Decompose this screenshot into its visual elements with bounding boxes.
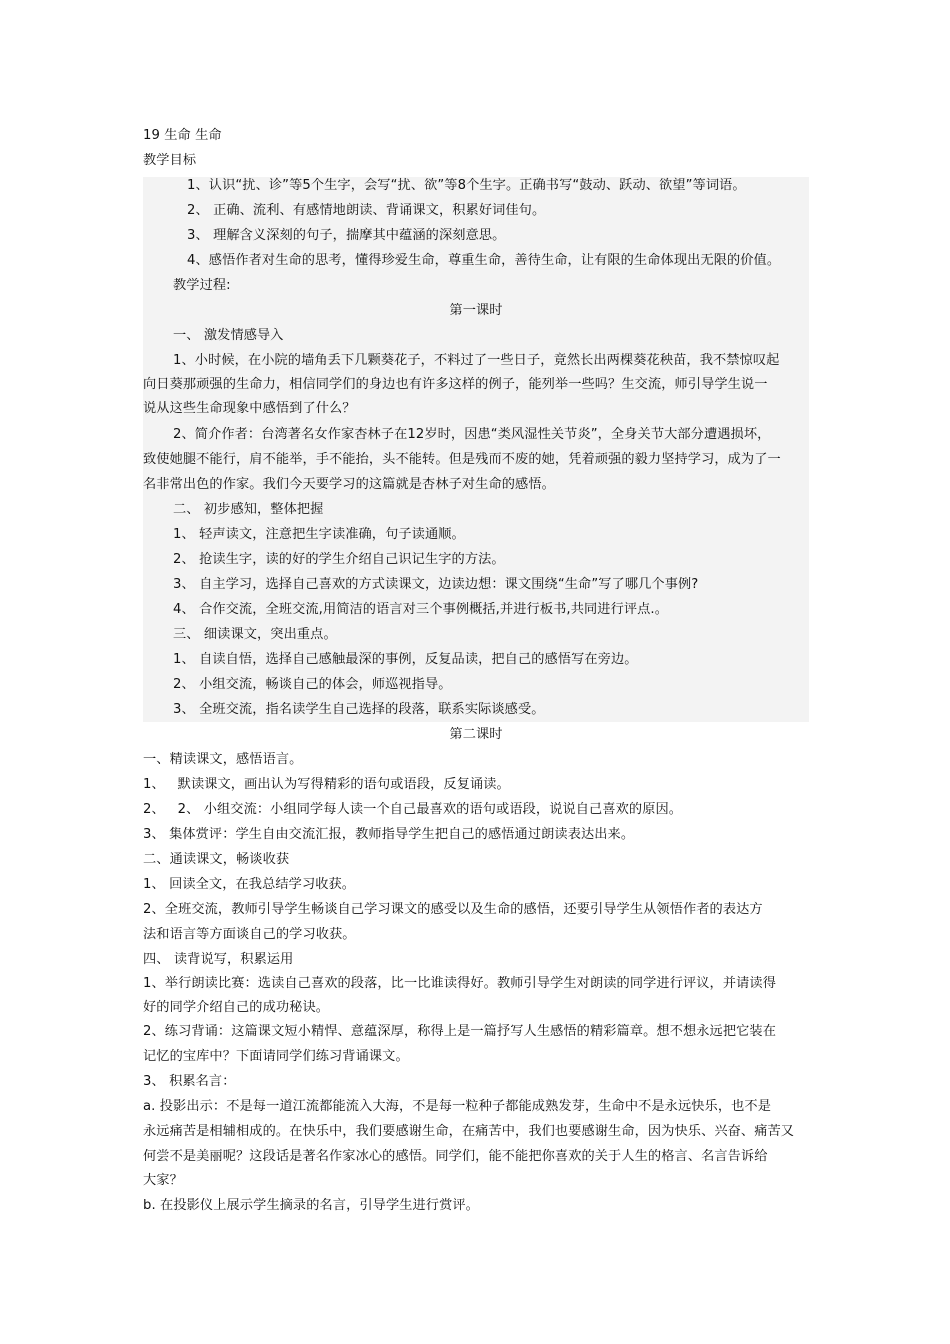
list-item: 1、 轻声读文，注意把生字读准确，句子读通顺。 bbox=[173, 527, 465, 542]
objective-item: 3、 理解含义深刻的句子，揣摩其中蕴涵的深刻意思。 bbox=[187, 228, 506, 243]
lesson-title: 19 生命 生命 bbox=[143, 128, 222, 143]
paragraph-line: 永远痛苦是相辅相成的。在快乐中，我们要感谢生命，在痛苦中，我们也要感谢生命，因为快乐、兴奋、痛苦又 bbox=[143, 1124, 795, 1139]
paragraph-line: 何尝不是美丽呢？这段话是著名作家冰心的感悟。同学们，能不能把你喜欢的关于人生的格言、名言告诉给 bbox=[143, 1149, 768, 1164]
section-heading: 一、 激发情感导入 bbox=[173, 328, 284, 343]
objective-item: 4、感悟作者对生命的思考，懂得珍爱生命，尊重生命，善待生命，让有限的生命体现出无限的价值。 bbox=[187, 253, 781, 268]
section-heading: 四、 读背说写，积累运用 bbox=[143, 952, 294, 967]
paragraph-line: a. 投影出示：不是每一道江流都能流入大海，不是每一粒种子都能成熟发芽，生命中不是永远快乐，也不是 bbox=[143, 1099, 771, 1114]
lesson1-title: 第一课时 bbox=[449, 303, 503, 318]
section-heading: 三、 细读课文，突出重点。 bbox=[173, 627, 337, 642]
list-item: 1、 回读全文，在我总结学习收获。 bbox=[143, 877, 356, 892]
objective-item: 1、认识“扰、诊”等5个生字，会写“扰、欲”等8个生字。正确书写“鼓动、跃动、欲望”等词语。 bbox=[187, 178, 746, 193]
paragraph-line: 2、练习背诵：这篇课文短小精悍、意蕴深厚，称得上是一篇抒写人生感悟的精彩篇章。想不想永远把它装在 bbox=[143, 1024, 776, 1039]
list-item: 1、 自读自悟，选择自己感触最深的事例，反复品读，把自己的感悟写在旁边。 bbox=[173, 652, 638, 667]
list-item: 3、 集体赏评：学生自由交流汇报，教师指导学生把自己的感悟通过朗读表达出来。 bbox=[143, 827, 635, 842]
paragraph-line: 名非常出色的作家。我们今天要学习的这篇就是杏林子对生命的感悟。 bbox=[143, 477, 555, 492]
section-heading: 二、 初步感知，整体把握 bbox=[173, 502, 324, 517]
paragraph-line: 大家？ bbox=[143, 1173, 183, 1188]
paragraph-line: 1、举行朗读比赛：选读自己喜欢的段落，比一比谁读得好。教师引导学生对朗读的同学进行评议，并请读得 bbox=[143, 976, 776, 991]
paragraph-line: 记忆的宝库中？下面请同学们练习背诵课文。 bbox=[143, 1049, 409, 1064]
paragraph-line: 致使她腿不能行，肩不能举，手不能抬，头不能转。但是残而不废的她，凭着顽强的毅力坚持学习，成为了一 bbox=[143, 452, 781, 467]
objective-item: 2、 正确、流利、有感情地朗读、背诵课文，积累好词佳句。 bbox=[187, 203, 546, 218]
list-item: 3、 全班交流，指名读学生自己选择的段落，联系实际谈感受。 bbox=[173, 702, 545, 717]
paragraph-line: 法和语言等方面谈自己的学习收获。 bbox=[143, 927, 356, 942]
list-item: 1、 默读课文，画出认为写得精彩的语句或语段，反复诵读。 bbox=[143, 777, 510, 792]
list-item: 4、 合作交流，全班交流,用简洁的语言对三个事例概括,并进行板书,共同进行评点.。 bbox=[173, 602, 669, 617]
objectives-heading: 教学目标 bbox=[143, 153, 197, 168]
list-item: 3、 自主学习，选择自己喜欢的方式读课文，边读边想：课文围绕“生命”写了哪几个事例? bbox=[173, 577, 699, 592]
paragraph-line: 说从这些生命现象中感悟到了什么？ bbox=[143, 401, 356, 416]
section-heading: 二、通读课文，畅谈收获 bbox=[143, 852, 290, 867]
paragraph-line: 向日葵那顽强的生命力，相信同学们的身边也有许多这样的例子，能列举一些吗？生交流，师引导学生说一 bbox=[143, 377, 768, 392]
section-heading: 一、精读课文，感悟语言。 bbox=[143, 752, 303, 767]
list-item: 3、 积累名言： bbox=[143, 1074, 236, 1089]
paragraph-line: 2、简介作者：台湾著名女作家杏林子在12岁时，因患“类风湿性关节炎”，全身关节大部分遭遇损坏， bbox=[173, 427, 771, 442]
list-item: 2、 抢读生字，读的好的学生介绍自己识记生字的方法。 bbox=[173, 552, 505, 567]
paragraph-line: b. 在投影仪上展示学生摘录的名言，引导学生进行赏评。 bbox=[143, 1198, 479, 1213]
list-item: 2、 小组交流，畅谈自己的体会，师巡视指导。 bbox=[173, 677, 452, 692]
paragraph-line: 2、全班交流，教师引导学生畅谈自己学习课文的感受以及生命的感悟，还要引导学生从领悟作者的表达方 bbox=[143, 902, 763, 917]
paragraph-line: 好的同学介绍自己的成功秘诀。 bbox=[143, 1000, 330, 1015]
process-heading: 教学过程: bbox=[173, 278, 231, 293]
paragraph-line: 1、小时候，在小院的墙角丢下几颗葵花子，不料过了一些日子，竟然长出两棵葵花秧苗，我不禁惊叹起 bbox=[173, 353, 780, 368]
lesson2-title: 第二课时 bbox=[449, 727, 503, 742]
list-item: 2、 2、 小组交流：小组同学每人读一个自己最喜欢的语句或语段，说说自己喜欢的原因。 bbox=[143, 802, 683, 817]
